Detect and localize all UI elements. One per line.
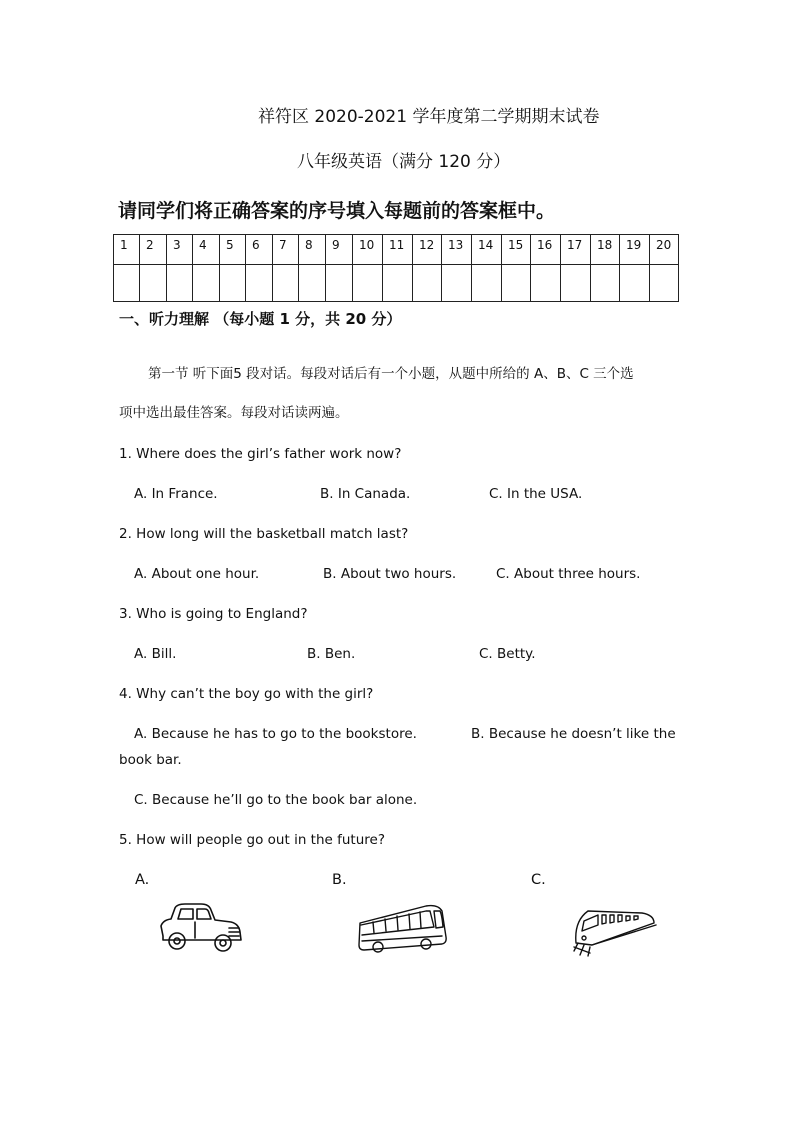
answer-box[interactable] (193, 265, 220, 302)
answer-number: 3 (167, 235, 193, 265)
q4-option-a[interactable]: A. Because he has to go to the bookstore. (134, 726, 417, 742)
answer-box[interactable] (220, 265, 246, 302)
answer-box[interactable] (383, 265, 413, 302)
answer-box[interactable] (472, 265, 502, 302)
answer-number: 15 (502, 235, 531, 265)
answer-number: 17 (561, 235, 591, 265)
q3-option-c[interactable]: C. Betty. (479, 646, 536, 662)
car-icon (155, 898, 245, 958)
answer-box[interactable] (561, 265, 591, 302)
answer-box[interactable] (413, 265, 442, 302)
q3-option-b[interactable]: B. Ben. (307, 646, 356, 662)
answer-box[interactable] (299, 265, 326, 302)
answer-box[interactable] (326, 265, 353, 302)
answer-box[interactable] (620, 265, 650, 302)
q2-option-c[interactable]: C. About three hours. (496, 566, 641, 582)
q1-option-b[interactable]: B. In Canada. (320, 486, 411, 502)
section-intro-line1: 第一节 听下面5 段对话。每段对话后有一个小题，从题中所给的 A、B、C 三个选 (148, 366, 634, 382)
answer-number: 20 (650, 235, 679, 265)
q1-option-a[interactable]: A. In France. (134, 486, 218, 502)
section-heading: 一、听力理解 （每小题 1 分，共 20 分） (119, 310, 402, 328)
q3-option-a[interactable]: A. Bill. (134, 646, 177, 662)
question-5-stem: 5. How will people go out in the future? (119, 832, 385, 848)
q2-option-b[interactable]: B. About two hours. (323, 566, 457, 582)
answer-box[interactable] (502, 265, 531, 302)
q5-option-c[interactable]: C. (531, 872, 546, 888)
question-2-stem: 2. How long will the basketball match last? (119, 526, 409, 542)
answer-instruction: 请同学们将正确答案的序号填入每题前的答案框中。 (118, 200, 556, 222)
answer-box[interactable] (650, 265, 679, 302)
answer-box[interactable] (591, 265, 620, 302)
answer-box[interactable] (140, 265, 167, 302)
exam-subtitle: 八年级英语（满分 120 分） (297, 152, 511, 172)
answer-number: 18 (591, 235, 620, 265)
train-icon (570, 903, 658, 958)
q2-option-a[interactable]: A. About one hour. (134, 566, 260, 582)
answer-number: 5 (220, 235, 246, 265)
answer-number: 14 (472, 235, 502, 265)
q4-option-b-cont: book bar. (119, 752, 182, 768)
answer-number: 2 (140, 235, 167, 265)
answer-number: 11 (383, 235, 413, 265)
question-3-stem: 3. Who is going to England? (119, 606, 308, 622)
answer-table (113, 234, 679, 302)
answer-box[interactable] (167, 265, 193, 302)
q4-option-b[interactable]: B. Because he doesn’t like the (471, 726, 676, 742)
question-1-stem: 1. Where does the girl’s father work now? (119, 446, 402, 462)
answer-number: 8 (299, 235, 326, 265)
answer-number: 6 (246, 235, 273, 265)
section-intro-line2: 项中选出最佳答案。每段对话读两遍。 (119, 405, 349, 421)
answer-number: 4 (193, 235, 220, 265)
answer-number: 19 (620, 235, 650, 265)
answer-box[interactable] (246, 265, 273, 302)
answer-number: 9 (326, 235, 353, 265)
answer-number: 13 (442, 235, 472, 265)
answer-box[interactable] (273, 265, 299, 302)
answer-number: 1 (114, 235, 140, 265)
answer-box[interactable] (114, 265, 140, 302)
exam-title: 祥符区 2020-2021 学年度第二学期期末试卷 (258, 107, 600, 127)
q4-option-c[interactable]: C. Because he’ll go to the book bar alone. (134, 792, 418, 808)
q1-option-c[interactable]: C. In the USA. (489, 486, 583, 502)
answer-box[interactable] (531, 265, 561, 302)
answer-number: 10 (353, 235, 383, 265)
answer-number: 7 (273, 235, 299, 265)
answer-number: 16 (531, 235, 561, 265)
answer-blank-row (114, 265, 679, 302)
bus-icon (356, 903, 448, 958)
q5-option-a[interactable]: A. (135, 872, 150, 888)
answer-number-row (114, 235, 679, 265)
answer-box[interactable] (353, 265, 383, 302)
answer-box[interactable] (442, 265, 472, 302)
q5-option-b[interactable]: B. (332, 872, 347, 888)
answer-number: 12 (413, 235, 442, 265)
question-4-stem: 4. Why can’t the boy go with the girl? (119, 686, 374, 702)
